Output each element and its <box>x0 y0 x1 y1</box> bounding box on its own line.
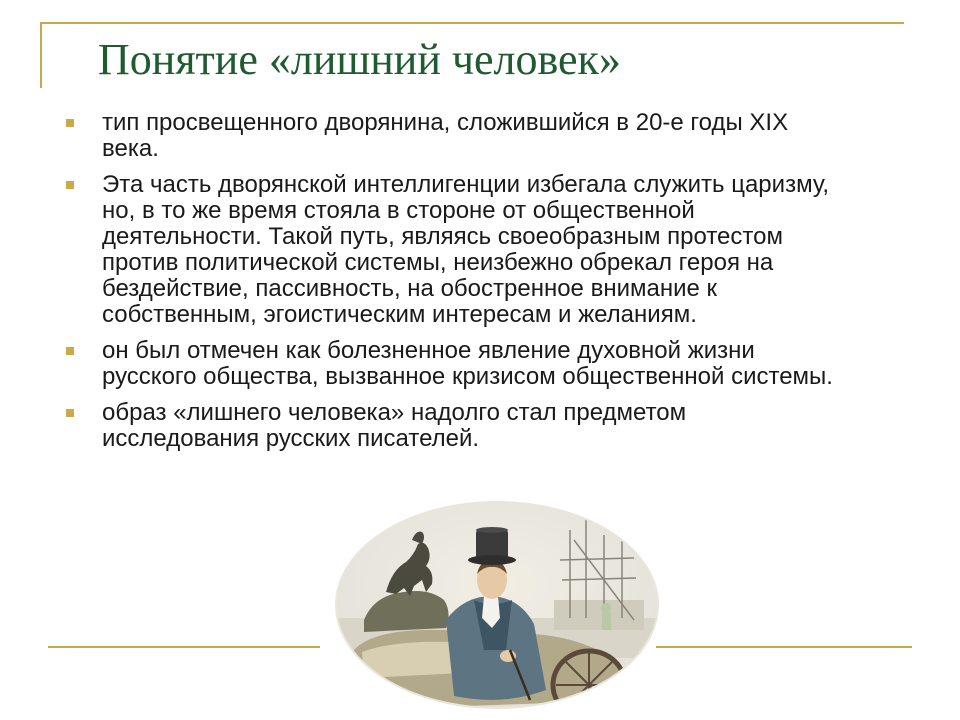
square-bullet-icon <box>66 181 74 189</box>
bottom-rule-right <box>656 646 912 648</box>
slide-title: Понятие «лишний человек» <box>98 35 621 84</box>
square-bullet-icon <box>66 409 74 417</box>
illustration-oval-image <box>334 500 660 710</box>
bullet-item-4 <box>66 400 846 452</box>
bullet-text-1: тип просвещенного дворянина, сложившийся в 20-е годы XIX века. <box>102 109 789 162</box>
left-rule-line <box>40 22 42 88</box>
bullet-text-4: образ «лишнего человека» надолго стал предметом исследования русских писателей. <box>102 399 687 452</box>
bullet-text-3: он был отмечен как болезненное явление духовной жизни русского общества, вызванное кризисом общественной системы. <box>102 337 833 390</box>
bottom-rule-left <box>48 646 320 648</box>
square-bullet-icon <box>66 119 74 127</box>
top-rule-line <box>40 22 904 24</box>
bullet-item-2 <box>66 172 846 328</box>
bullet-item-1 <box>66 110 846 162</box>
bullet-item-3 <box>66 338 846 390</box>
square-bullet-icon <box>66 347 74 355</box>
bullet-list <box>66 110 846 462</box>
bullet-text-2: Эта часть дворянской интеллигенции избегала служить царизму, но, в то же время стояла в стороне от общественной деятельности. Такой путь, являясь своеобразным протестом против политической системы, неизбежно обрекал героя на бездействие, пассивность, на обостренное внимание к собственным, эгоистическим интересам и желаниям. <box>102 171 830 328</box>
